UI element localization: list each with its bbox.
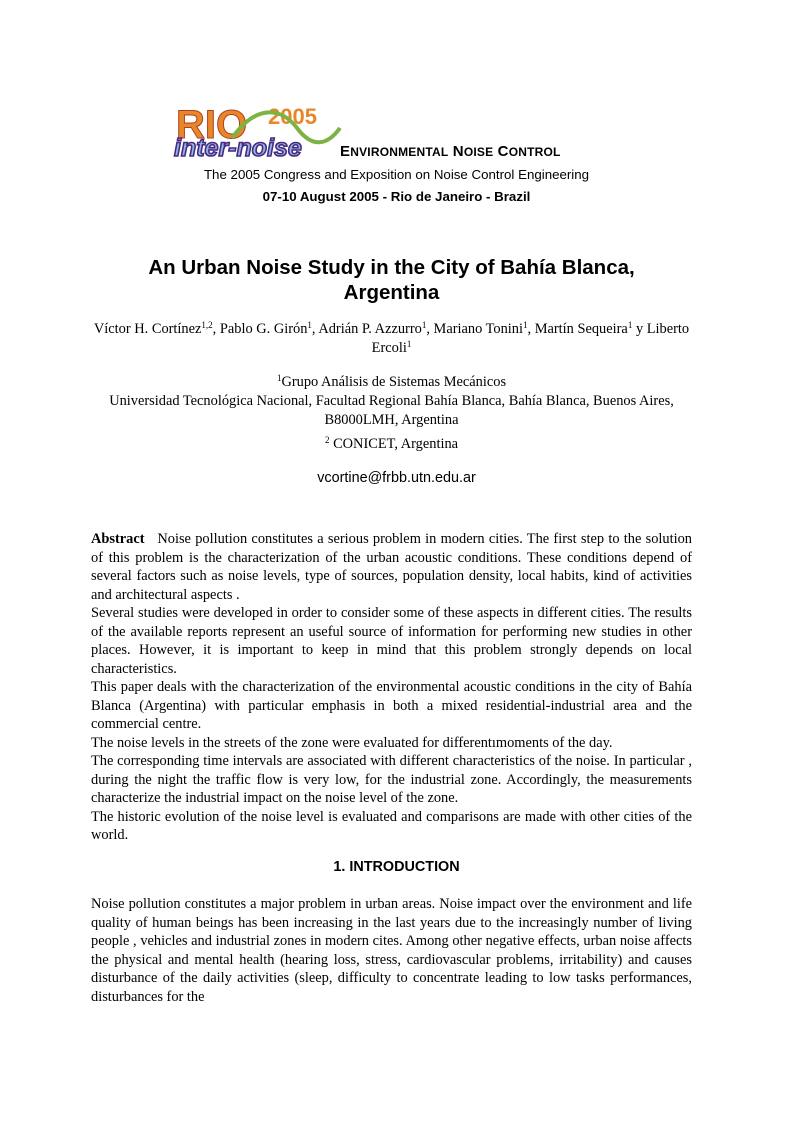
internoise-logo: [172, 98, 342, 160]
author-list: Víctor H. Cortínez$^{1,2}$, Pablo G. Girón$^1$, Adrián P. Azzurro$^1$, Mariano Tonini$^1$, Martín Sequeira$^1$ y Liberto Ercoli$^1$: [93, 320, 690, 356]
abstract-paragraph: The noise levels in the streets of the zone were evaluated for differentımoments of the day.: [91, 734, 613, 751]
author: Mariano Tonini: [433, 321, 523, 337]
author: Víctor H. Cortínez: [93, 321, 202, 337]
author: Pablo G. Girón: [219, 321, 308, 337]
logo-year-text: 2005: [268, 104, 317, 129]
abstract-paragraph: Several studies were developed in order to consider some of these aspects in different cities. The results of the available reports represent an useful source of information for performing new studies in other places. However, it is important to keep in mind that this problem strongly depends on local characteristics.: [91, 605, 692, 677]
abstract-paragraph: This paper deals with the characterization of the environmental acoustic conditions in the city of Bahía Blanca (Argentina) with particular emphasis in both a mixed residential-industrial area and the commercial centre.: [91, 679, 692, 732]
author: Martín Sequeira: [534, 321, 628, 337]
abstract-paragraph: The historic evolution of the noise level is evaluated and comparisons are made with other cities of the world.: [91, 808, 692, 843]
affiliation-2: $^2$ CONICET, Argentina: [324, 435, 459, 452]
body-paragraph: Noise pollution constitutes a major problem in urban areas. Noise impact over the environment and life quality of human beings has been increasing in the last years due to the increasingly number of living people , vehicles and industrial zones in modern cites. Among other negative effects, urban noise affects the physical and mental health (hearing loss, stress, cardiovascular problems, irritability) and causes disturbance of the daily activities (sleep, difficulty to concentrate leading to low tasks performances, disturbances for the: [91, 896, 692, 1005]
paper-title: An Urban Noise Study in the City of Bahía Blanca, Argentina: [148, 256, 635, 304]
affiliation-1: $^1$Grupo Análisis de Sistemas Mecánicos Universidad Tecnológica Nacional, Facultad Regional Bahía Blanca, Bahía Blanca, Buenos Aires, B8000LMH, Argentina: [109, 373, 674, 428]
logo-internoise-text: inter-noise: [174, 134, 302, 160]
conference-subtitle: The 2005 Congress and Exposition on Noise Control Engineering: [203, 167, 590, 182]
introduction-body: [91, 895, 692, 1006]
author: Adrián P. Azzurro: [318, 321, 422, 337]
abstract: [91, 530, 692, 845]
contact-email[interactable]: vcortine@frbb.utn.edu.ar: [317, 470, 476, 486]
conference-name: ENVIRONMENTAL NOISE CONTROL: [340, 143, 561, 160]
abstract-paragraph: The corresponding time intervals are associated with different characteristics of the noise. In particular , during the night the traffic flow is very low, for the industrial zone. Accordingly, the measurements characterize the industrial impact on the noise level of the zone.: [91, 753, 692, 806]
section-heading: 1. INTRODUCTION: [333, 859, 460, 875]
author: y Liberto Ercoli: [371, 321, 690, 356]
abstract-label: Abstract: [91, 531, 145, 547]
logo-rio-text: RIO: [176, 103, 248, 147]
abstract-paragraph: Abstract Noise pollution constitutes a serious problem in modern cities. The first step to the solution of this problem is the characterization of the urban acoustic conditions. These conditions depend of several factors such as noise levels, type of sources, population density, local habits, kind of activities and architectural aspects .: [91, 531, 692, 603]
conference-dates: 07-10 August 2005 - Rio de Janeiro - Brazil: [262, 189, 531, 204]
